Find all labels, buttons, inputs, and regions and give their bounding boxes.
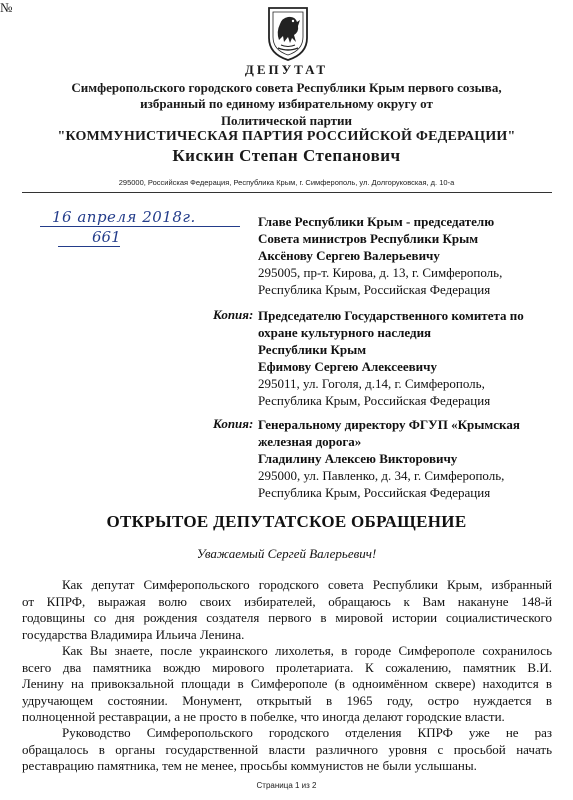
paragraph-line: всего два памятника вождю мирового пролетариата. К сожалению, памятник В.И. (22, 659, 552, 675)
recipient-address: Республика Крым, Российская Федерация (258, 393, 491, 408)
document-title: ОТКРЫТОЕ ДЕПУТАТСКОЕ ОБРАЩЕНИЕ (106, 512, 467, 531)
letterhead-line-1: Симферопольского городского совета Республики Крым первого созыва, (71, 80, 502, 95)
recipient-address: Республика Крым, Российская Федерация (258, 282, 491, 297)
recipient-name: Ефимову Сергею Алексеевичу (258, 359, 438, 374)
letterhead-line-3: Политической партии (220, 113, 353, 128)
paragraph-line: Ленину на привокзальной площади в Симферополе (в одноимённом сквере) находится в (22, 676, 552, 691)
letterhead-address: 295000, Российская Федерация, Республика Крым, г. Симферополь, ул. Долгоруковская, д. 10-а (118, 178, 455, 187)
date-underline (40, 226, 240, 227)
body-paragraph (22, 577, 552, 643)
recipient-line: Главе Республики Крым - председателю (258, 214, 495, 229)
header-divider (22, 192, 552, 193)
paragraph-line: годовщины со дня рождения создателя первого в мировой истории социалистического (22, 610, 552, 625)
letterhead-line-2: избранный по единому избирательному округу от (140, 96, 433, 111)
salutation: Уважаемый Сергей Валерьевич! (196, 546, 377, 561)
recipient-address: 295005, пр-т. Кирова, д. 13, г. Симферополь, (258, 265, 503, 280)
number-label: № (0, 0, 13, 15)
paragraph-line: реставрацию памятника, тем не менее, просьбы коммунистов не были услышаны. (22, 758, 477, 773)
recipient-address: 295000, ул. Павленко, д. 34, г. Симферополь, (258, 468, 505, 483)
paragraph-line: Руководство Симферопольского городского отделения КПРФ уже не раз (62, 725, 552, 740)
paragraph-line: от КПРФ, выражая волю своих избирателей, обращаюсь к Вам накануне 148-й (22, 593, 552, 609)
recipient-line: Республики Крым (258, 342, 367, 357)
paragraph-line: Как депутат Симферопольского городского совета Республики Крым, избранный (62, 577, 552, 592)
page-footer: Страница 1 из 2 (256, 781, 317, 790)
paragraph-line: обращалось в органы государственной власти различного уровня с просьбой начать (22, 741, 552, 757)
crimea-emblem-icon (266, 4, 310, 62)
body-paragraph (22, 725, 552, 775)
deputy-name: Кискин Степан Степанович (172, 146, 401, 165)
letterhead-title: ДЕПУТАТ (244, 62, 329, 77)
copy-label: Копия: (213, 307, 254, 322)
paragraph-line: полноценной реставрации, а не просто в побелке, что иногда делают городские власти. (22, 709, 505, 724)
paragraph-line: удручающем состоянии. Монумент, открытый в 1965 году, остро нуждается в (22, 692, 552, 708)
recipient-line: охране культурного наследия (258, 325, 432, 340)
copy-label: Копия: (213, 416, 254, 431)
recipient-address: Республика Крым, Российская Федерация (258, 485, 491, 500)
recipient-line: Председателю Государственного комитета по (258, 308, 524, 323)
recipient-line: Генеральному директору ФГУП «Крымская (258, 417, 520, 432)
number-underline (58, 246, 120, 247)
recipient-block (258, 307, 558, 409)
recipient-address: 295011, ул. Гоголя, д.14, г. Симферополь, (258, 376, 485, 391)
recipient-block (258, 416, 558, 501)
recipient-line: Совета министров Республики Крым (258, 231, 479, 246)
recipient-line: железная дорога» (258, 434, 362, 449)
handwritten-number: 661 (92, 228, 121, 246)
recipient-block (258, 213, 558, 298)
paragraph-line: государства Владимира Ильича Ленина. (22, 626, 245, 642)
recipient-name: Гладилину Алексею Викторовичу (258, 451, 458, 466)
recipient-name: Аксёнову Сергею Валерьевичу (258, 248, 440, 263)
body-paragraph (22, 643, 552, 726)
paragraph-line: Как Вы знаете, после украинского лихолетья, в городе Симферополе сохранилось (62, 643, 552, 658)
letterhead-party: "КОММУНИСТИЧЕСКАЯ ПАРТИЯ РОССИЙСКОЙ ФЕДЕРАЦИИ" (57, 129, 516, 144)
handwritten-date: 16 апреля 2018г. (52, 208, 196, 226)
